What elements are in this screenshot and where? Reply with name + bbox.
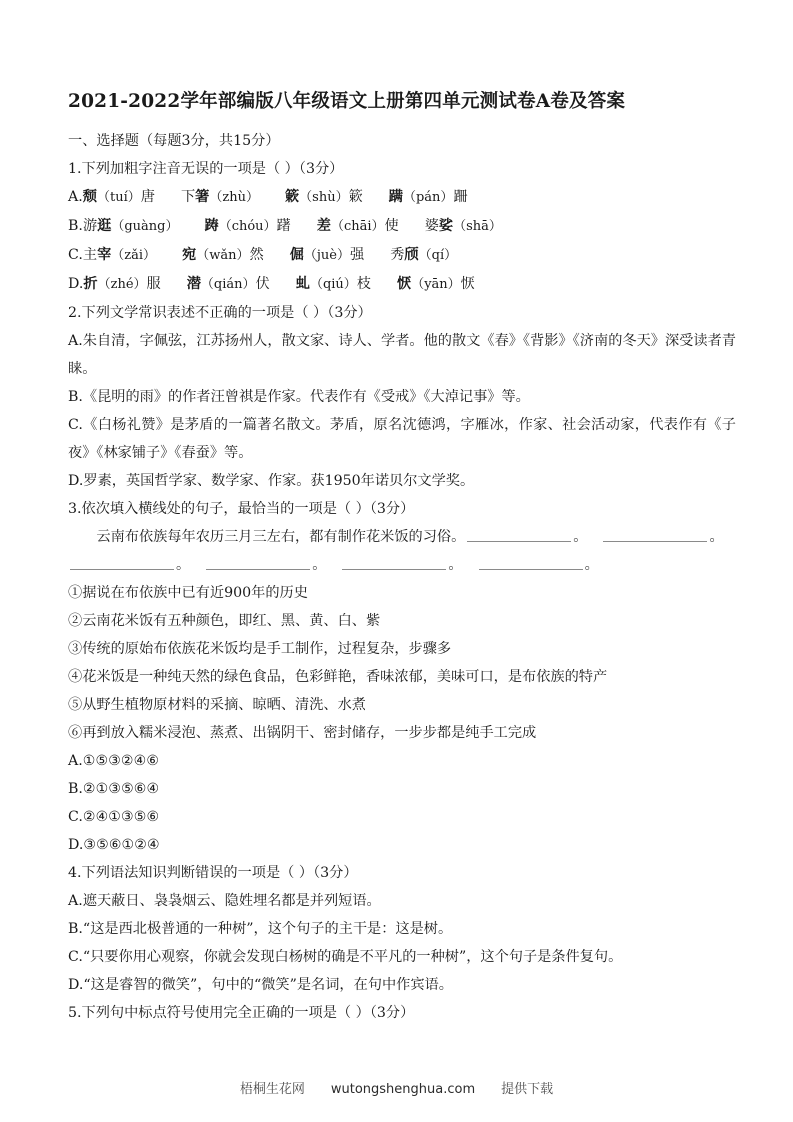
question-2-stem: 2.下列文学常识表述不正确的一项是（ ）（3分） [68, 304, 372, 321]
pinyin-reading: （shā） [453, 218, 502, 234]
pinyin-suffix: 强 [350, 246, 365, 263]
target-character: 蹒 [388, 188, 403, 205]
pinyin-group [290, 247, 365, 263]
question-3-option-a: A.①⑤③②④⑥ [68, 752, 160, 769]
fill-in-blank[interactable] [70, 555, 174, 569]
pinyin-group [425, 218, 502, 234]
pinyin-group [83, 247, 156, 263]
question-3-option-d: D.③⑤⑥①②④ [68, 836, 160, 853]
question-3-stem: 3.依次填入横线处的句子，最恰当的一项是（ ）（3分） [68, 500, 415, 517]
question-3-options [68, 747, 736, 859]
fill-in-blank[interactable] [467, 527, 571, 541]
question-3-items [68, 579, 736, 747]
pinyin-reading: （guàng） [111, 218, 179, 234]
pinyin-group [83, 189, 155, 205]
pinyin-reading: （yān） [411, 276, 461, 292]
page-title: 2021-2022学年部编版八年级语文上册第四单元测试卷A卷及答案 [68, 91, 626, 112]
blank-terminator: 。 [176, 556, 191, 573]
target-character: 差 [316, 217, 331, 234]
pinyin-group [390, 247, 457, 263]
option-label: C. [68, 246, 83, 263]
pinyin-suffix: 伏 [255, 275, 270, 292]
pinyin-suffix: 恹 [460, 275, 475, 292]
pinyin-reading: （qiú） [309, 276, 357, 292]
pinyin-suffix: 唐 [140, 188, 155, 205]
question-3-item-6: ⑥再到放入糯米浸泡、蒸煮、出锅阴干、密封储存，一步步都是纯手工完成 [68, 724, 537, 741]
pinyin-group [389, 189, 468, 205]
fill-in-blank[interactable] [603, 527, 707, 541]
pinyin-group [317, 218, 399, 234]
pinyin-prefix: 下 [180, 188, 196, 205]
pinyin-reading: （zhù） [209, 189, 259, 205]
pinyin-prefix: 婆 [424, 217, 439, 234]
document-body [68, 88, 736, 1027]
pinyin-suffix: 服 [146, 275, 161, 292]
pinyin-reading: （wǎn） [196, 247, 250, 263]
question-3-item-5: ⑤从野生植物原材料的采摘、晾晒、清洗、水煮 [68, 696, 366, 713]
target-character: 踌 [204, 217, 219, 234]
fill-in-blank[interactable] [479, 555, 583, 569]
question-4-option-d: D.“这是睿智的微笑”，句中的“微笑”是名词，在句中作宾语。 [68, 976, 453, 993]
question-4-option-b: B.“这是西北极普通的一种树”，这个句子的主干是：这是树。 [68, 920, 453, 937]
pinyin-reading: （zǎi） [111, 247, 157, 263]
pinyin-group [285, 189, 363, 205]
pinyin-group [83, 218, 179, 234]
question-4-options [68, 887, 736, 999]
question-1-stem: 1.下列加粗字注音无误的一项是（ ）（3分） [68, 160, 344, 177]
question-5-stem: 5.下列句中标点符号使用完全正确的一项是（ ）（3分） [68, 1004, 415, 1021]
pinyin-reading: （pán） [402, 189, 454, 205]
footer-watermark [0, 1078, 793, 1097]
pinyin-suffix: 然 [249, 246, 264, 263]
question-1-option-a [68, 183, 736, 212]
pinyin-group [182, 247, 264, 263]
pinyin-reading: （chóu） [218, 218, 277, 234]
footer-note: 提供下载 [501, 1082, 554, 1097]
pinyin-group [181, 189, 259, 205]
pinyin-prefix: 主 [82, 246, 98, 263]
question-1-option-b [68, 212, 736, 241]
pinyin-group [204, 218, 290, 234]
question-3-item-3: ③传统的原始布依族花米饭均是手工制作，过程复杂，步骤多 [68, 640, 452, 657]
footer-url: wutongshenghua.com [330, 1082, 476, 1097]
pinyin-suffix: 跚 [453, 188, 468, 205]
question-1-option-c [68, 241, 736, 270]
target-character: 颓 [82, 188, 97, 205]
question-4-option-a: A.遮天蔽日、袅袅烟云、隐姓埋名都是并列短语。 [68, 892, 381, 909]
question-3-item-4: ④花米饭是一种纯天然的绿色食品，色彩鲜艳，香味浓郁，美味可口，是布依族的特产 [68, 668, 608, 685]
option-label: D. [68, 275, 84, 292]
pinyin-reading: （qián） [200, 276, 256, 292]
pinyin-suffix: 簌 [348, 188, 363, 205]
question-2-option-d: D.罗素，英国哲学家、数学家、作家。获1950年诺贝尔文学奖。 [68, 472, 475, 489]
fill-in-blank[interactable] [206, 555, 310, 569]
option-label: B. [68, 217, 83, 234]
target-character: 簌 [284, 188, 300, 205]
question-3-item-2: ②云南花米饭有五种颜色，即红、黑、黄、白、紫 [68, 612, 381, 629]
pinyin-reading: （shù） [299, 189, 349, 205]
pinyin-group [83, 276, 160, 292]
blank-terminator: 。 [584, 556, 599, 573]
footer-site-name: 梧桐生花网 [239, 1082, 305, 1097]
question-1-options [68, 183, 736, 299]
question-2-option-c: C.《白杨礼赞》是茅盾的一篇著名散文。茅盾，原名沈德鸿，字雁冰，作家、社会活动家，代表作有《子夜》《林家铺子》《春蚕》等。 [68, 416, 736, 461]
pinyin-reading: （zhé） [97, 276, 147, 292]
pinyin-suffix: 枝 [356, 275, 371, 292]
target-character: 恹 [397, 275, 412, 292]
target-character: 虬 [295, 275, 310, 292]
pinyin-prefix: 游 [82, 217, 98, 234]
section-heading: 一、选择题（每题3分，共15分） [68, 132, 280, 149]
target-character: 箸 [195, 188, 210, 205]
question-3-option-c: C.②④①③⑤⑥ [68, 808, 160, 825]
question-2-option-a: A.朱自清，字佩弦，江苏扬州人，散文家、诗人、学者。他的散文《春》《背影》《济南的冬天》深受读者青睐。 [68, 332, 736, 377]
pinyin-suffix: 使 [384, 217, 399, 234]
blank-terminator: 。 [709, 528, 724, 545]
pinyin-reading: （tuí） [96, 189, 141, 205]
target-character: 折 [83, 275, 98, 292]
fill-in-blank[interactable] [342, 555, 446, 569]
pinyin-reading: （qí） [418, 247, 458, 263]
target-character: 颀 [404, 246, 419, 263]
question-3-passage [68, 523, 736, 551]
blank-terminator: 。 [312, 556, 327, 573]
pinyin-group [397, 276, 475, 292]
pinyin-reading: （juè） [303, 247, 351, 263]
question-3-option-b: B.②①③⑤⑥④ [68, 780, 160, 797]
pinyin-group [296, 276, 371, 292]
question-1-option-d [68, 270, 736, 299]
blank-terminator: 。 [448, 556, 463, 573]
blank-terminator: 。 [573, 528, 588, 545]
target-character: 宛 [182, 246, 197, 263]
target-character: 倔 [289, 246, 304, 263]
target-character: 宰 [97, 246, 112, 263]
pinyin-suffix: 躇 [276, 217, 291, 234]
pinyin-reading: （chāi） [330, 218, 385, 234]
option-label: A. [68, 188, 83, 205]
target-character: 娑 [438, 217, 454, 234]
passage-text: 云南布依族每年农历三月三左右，都有制作花米饭的习俗。 [96, 528, 466, 545]
pinyin-group [187, 276, 270, 292]
question-3-blank-row-2 [68, 551, 736, 579]
question-3-item-1: ①据说在布依族中已有近900年的历史 [68, 584, 308, 601]
pinyin-prefix: 秀 [390, 246, 405, 263]
question-4-option-c: C.“只要你用心观察，你就会发现白杨树的确是不平凡的一种树”，这个句子是条件复句。 [68, 948, 623, 965]
question-2-options [68, 327, 736, 495]
question-4-stem: 4.下列语法知识判断错误的一项是（ ）（3分） [68, 864, 358, 881]
question-2-option-b: B.《昆明的雨》的作者汪曾祺是作家。代表作有《受戒》《大淖记事》等。 [68, 388, 530, 405]
target-character: 逛 [97, 217, 112, 234]
target-character: 潜 [186, 275, 201, 292]
